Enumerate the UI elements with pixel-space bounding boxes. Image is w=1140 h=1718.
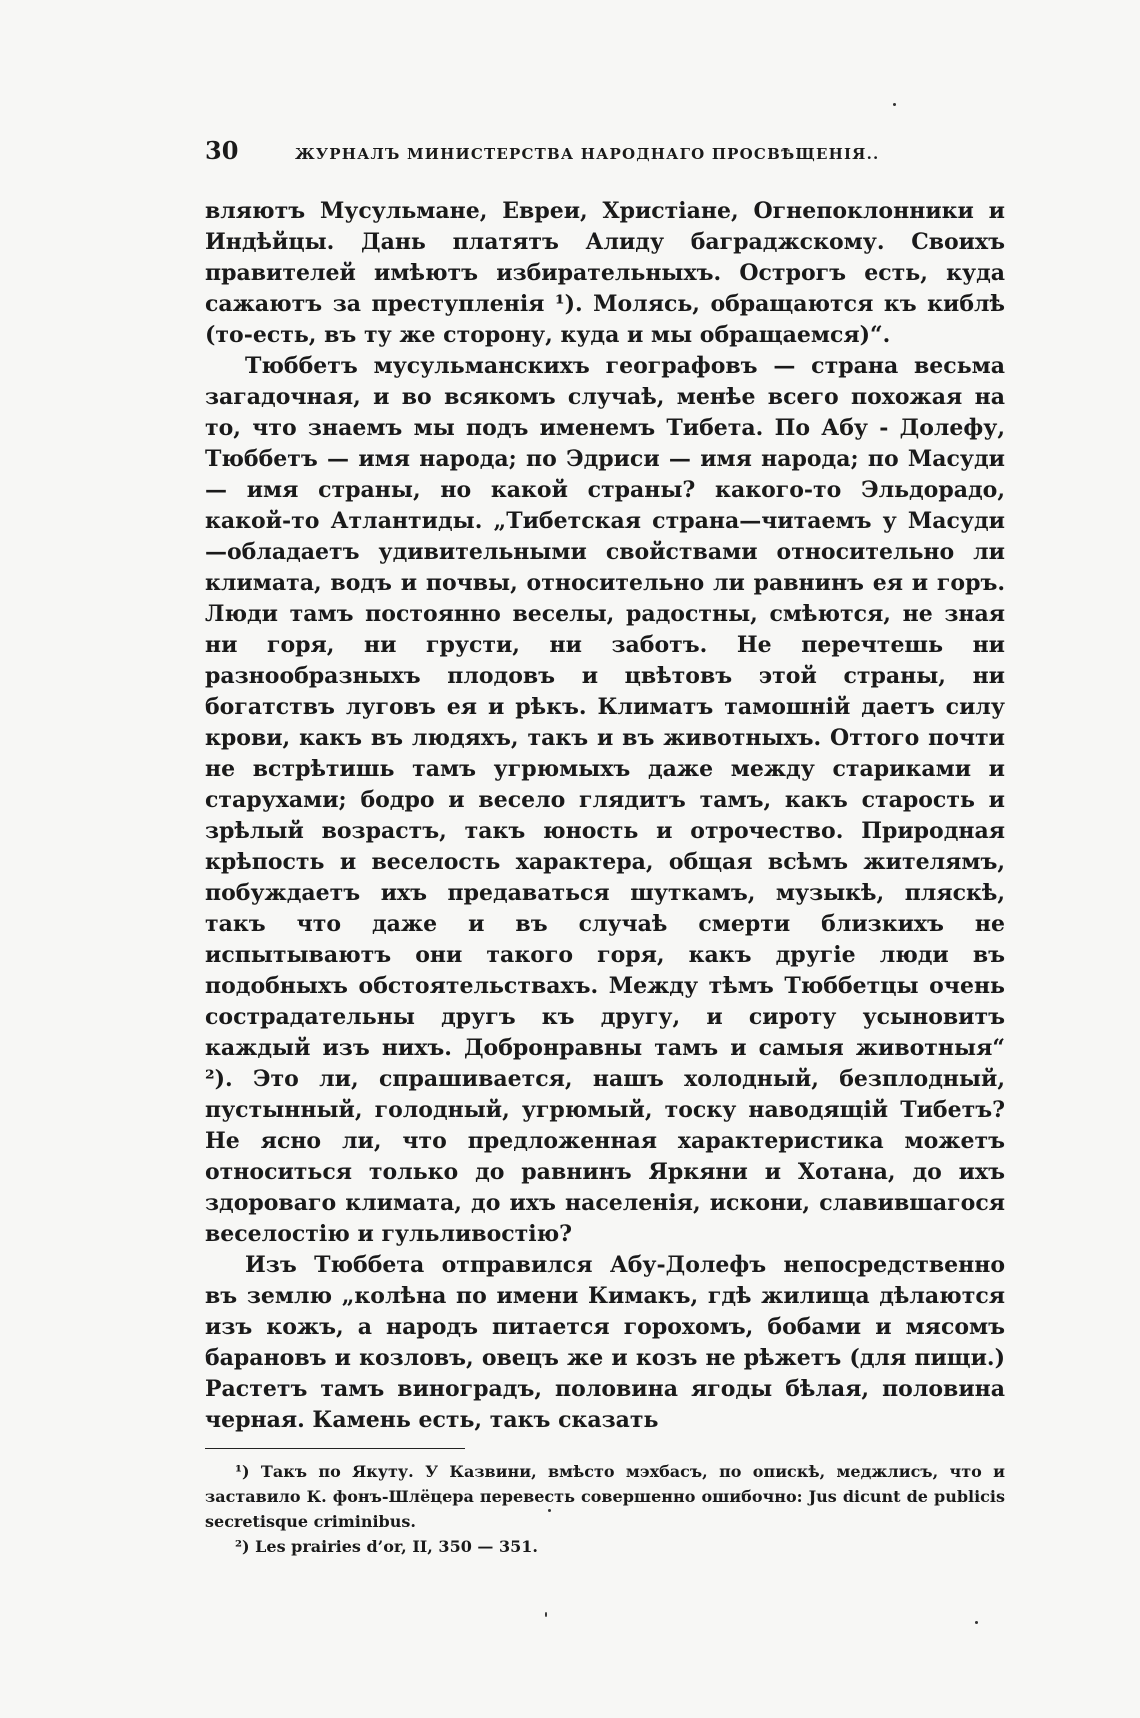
- footnote: ²) Les prairies d’or, II, 350 — 351.: [235, 1537, 538, 1556]
- paragraph: Изъ Тюббета отправился Абу-Долефъ непосредственно въ землю „колѣна по имени Кимакъ, гдѣ жилища дѣлаются изъ кожъ, а народъ питается горохомъ, бобами и мясомъ барановъ и козловъ, овецъ же и козъ не рѣжетъ (для пищи.) Растетъ тамъ виноградъ, половина ягоды бѣлая, половина черная. Камень есть, такъ сказать: [205, 1252, 1005, 1433]
- footnotes: [205, 1459, 1005, 1559]
- scan-speck: [975, 1621, 978, 1624]
- paragraph: Тюббетъ мусульманскихъ географовъ — страна весьма загадочная, и во всякомъ случаѣ, менѣе всего похожая на то, что знаемъ мы подъ именемъ Тибета. По Абу - Долефу, Тюббетъ — имя народа; по Эдриси — имя народа; по Масуди — имя страны, но какой страны? какого-то Эльдорадо, какой-то Атлантиды. „Тибетская страна—читаемъ у Масуди—обладаетъ удивительными свойствами относительно ли климата, водъ и почвы, относительно ли равнинъ ея и горъ. Люди тамъ постоянно веселы, радостны, смѣются, не зная ни горя, ни грусти, ни заботъ. Не перечтешь ни разнообразныхъ плодовъ и цвѣтовъ этой страны, ни богатствъ луговъ ея и рѣкъ. Климатъ тамошній даетъ силу крови, какъ въ людяхъ, такъ и въ животныхъ. Оттого почти не встрѣтишь тамъ угрюмыхъ даже между стариками и старухами; бодро и весело глядитъ тамъ, какъ старость и зрѣлый возрастъ, такъ юность и отрочество. Природная крѣпость и веселость характера, общая всѣмъ жителямъ, побуждаетъ ихъ предаваться шуткамъ, музыкѣ, пляскѣ, такъ что даже и въ случаѣ смерти близкихъ не испытываютъ они такого горя, какъ другіе люди въ подобныхъ обстоятельствахъ. Между тѣмъ Тюббетцы очень сострадательны другъ къ другу, и сироту усыновитъ каждый изъ нихъ. Добронравны тамъ и самыя животныя“ ²). Это ли, спрашивается, нашъ холодный, безплодный, пустынный, голодный, угрюмый, тоску наводящій Тибетъ? Не ясно ли, что предложенная характеристика можетъ относиться только до равнинъ Яркяни и Хотана, до ихъ здороваго климата, до ихъ населенія, искони, славившагося веселостію и гульливостію?: [205, 353, 1005, 1247]
- footnote: ¹) Такъ по Якуту. У Казвини, вмѣсто мэхбасъ, по опискѣ, меджлисъ, что и заставило К. фонъ-Шлёцера перевесть совершенно ошибочно: Jus dicunt de publicis secretisque criminibus.: [205, 1462, 1005, 1531]
- body-text: [205, 196, 1005, 1436]
- scan-speck: [548, 1509, 551, 1512]
- document-page: [205, 136, 1005, 1559]
- footnote-rule: [205, 1448, 465, 1449]
- page-number: 30: [205, 136, 239, 165]
- paragraph: вляютъ Мусульмане, Евреи, Христіане, Огнепоклонники и Индѣйцы. Дань платятъ Алиду баграджскому. Своихъ правителей имѣютъ избирательныхъ. Острогъ есть, куда сажаютъ за преступленія ¹). Молясь, обращаются къ киблѣ (то-есть, въ ту же сторону, куда и мы обращаемся)“.: [205, 198, 1005, 348]
- scan-speck: [545, 1612, 547, 1617]
- page-header: [205, 136, 1005, 176]
- scan-speck: [893, 103, 896, 106]
- running-title: ЖУРНАЛЪ МИНИСТЕРСТВА НАРОДНАГО ПРОСВѢЩЕНІЯ..: [295, 145, 880, 163]
